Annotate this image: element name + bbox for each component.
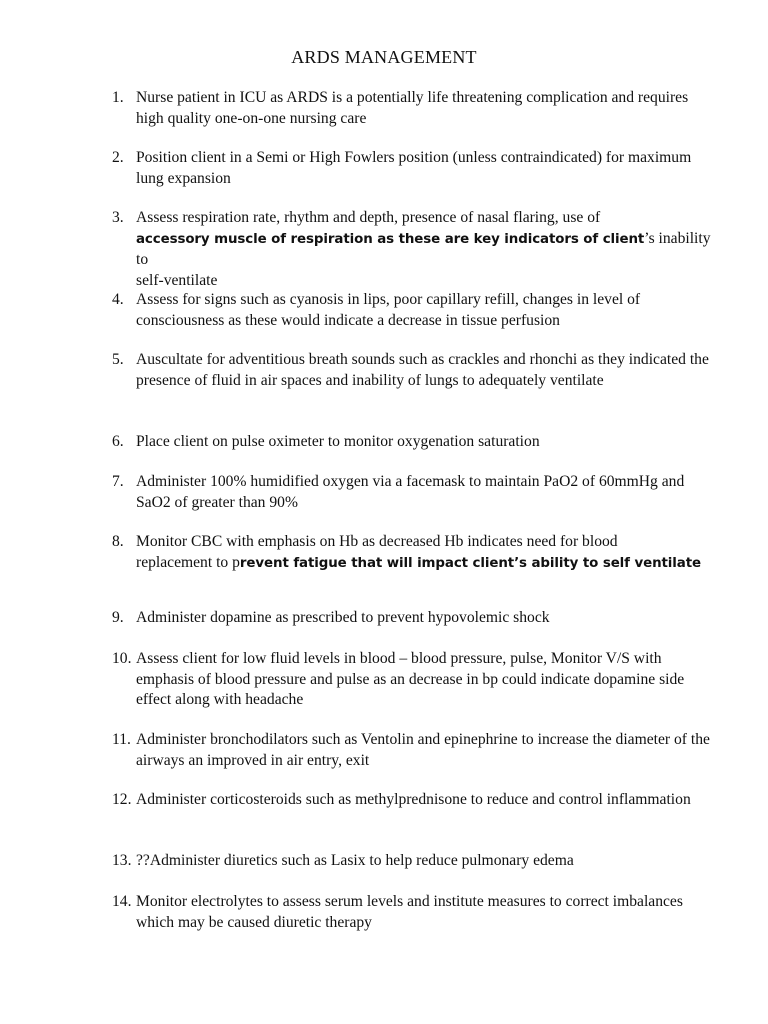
item-number: 1. — [112, 89, 124, 106]
list-item-1 — [112, 88, 712, 129]
list-item-10 — [112, 649, 712, 711]
item-text: ??Administer diuretics such as Lasix to help reduce pulmonary edema — [136, 852, 574, 869]
item-number: 3. — [112, 209, 124, 226]
item-number: 9. — [112, 609, 124, 626]
item-text: Place client on pulse oximeter to monitor oxygenation saturation — [136, 433, 540, 450]
item-text — [136, 208, 712, 291]
item-number: 2. — [112, 149, 124, 166]
item-text: Assess client for low fluid levels in blood – blood pressure, pulse, Monitor V/S with emphasis of blood pressure and pulse as an decrease in bp could indicate dopamine side effect along with headache — [136, 650, 685, 708]
item-text: Position client in a Semi or High Fowlers position (unless contraindicated) for maximum lung expansion — [136, 149, 692, 187]
item-text-line-1: Assess respiration rate, rhythm and depth, presence of nasal flaring, use of — [136, 209, 601, 226]
item-number: 10. — [112, 650, 132, 667]
list-item-6 — [112, 432, 712, 453]
item-number: 7. — [112, 473, 124, 490]
item-text-bold-segment: revent fatigue that will impact client’s ability to self ventilate — [239, 555, 702, 571]
item-text-segment: replacement to p — [136, 553, 240, 571]
item-text: Administer dopamine as prescribed to prevent hypovolemic shock — [136, 609, 550, 626]
item-text: Monitor electrolytes to assess serum levels and institute measures to correct imbalances which may be caused diuretic therapy — [136, 893, 683, 931]
list-item-11 — [112, 730, 712, 771]
list-item-14 — [112, 892, 712, 933]
list-item-2 — [112, 148, 712, 189]
list-item-7 — [112, 472, 712, 513]
list-item-8 — [112, 532, 712, 574]
item-text: Administer 100% humidified oxygen via a facemask to maintain PaO2 of 60mmHg and SaO2 of greater than 90% — [136, 473, 685, 511]
list-item-9 — [112, 608, 712, 629]
item-text — [136, 532, 712, 574]
item-number: 5. — [112, 351, 124, 368]
list-item-13 — [112, 851, 712, 872]
item-text: Nurse patient in ICU as ARDS is a potentially life threatening complication and requires high quality one-on-one nursing care — [136, 89, 689, 127]
list-item-12 — [112, 790, 712, 811]
item-number: 6. — [112, 433, 124, 450]
item-text: Administer corticosteroids such as methylprednisone to reduce and control inflammation — [136, 791, 691, 808]
item-number: 8. — [112, 533, 124, 550]
item-number: 14. — [112, 893, 132, 910]
item-text: Administer bronchodilators such as Ventolin and epinephrine to increase the diameter of the airways an improved in air entry, exit — [136, 731, 710, 769]
item-number: 4. — [112, 291, 124, 308]
item-text: Assess for signs such as cyanosis in lips, poor capillary refill, changes in level of consciousness as these would indicate a decrease in tissue perfusion — [136, 291, 641, 329]
list-item-3 — [112, 208, 712, 291]
page-title: ARDS MANAGEMENT — [291, 47, 477, 67]
item-text-bold-segment: accessory muscle of respiration as these are key indicators of client — [136, 231, 645, 247]
item-text-line-1: Monitor CBC with emphasis on Hb as decreased Hb indicates need for blood — [136, 533, 618, 550]
item-text-line-3: self-ventilate — [136, 271, 218, 289]
item-number: 13. — [112, 852, 132, 869]
item-number: 12. — [112, 791, 132, 808]
list-item-5 — [112, 350, 712, 391]
list-item-4 — [112, 290, 712, 331]
item-text: Auscultate for adventitious breath sounds such as crackles and rhonchi as they indicated the presence of fluid in air spaces and inability of lungs to adequately ventilate — [136, 351, 709, 389]
item-number: 11. — [112, 731, 131, 748]
item-text-segment: ’s inability to — [136, 229, 711, 268]
